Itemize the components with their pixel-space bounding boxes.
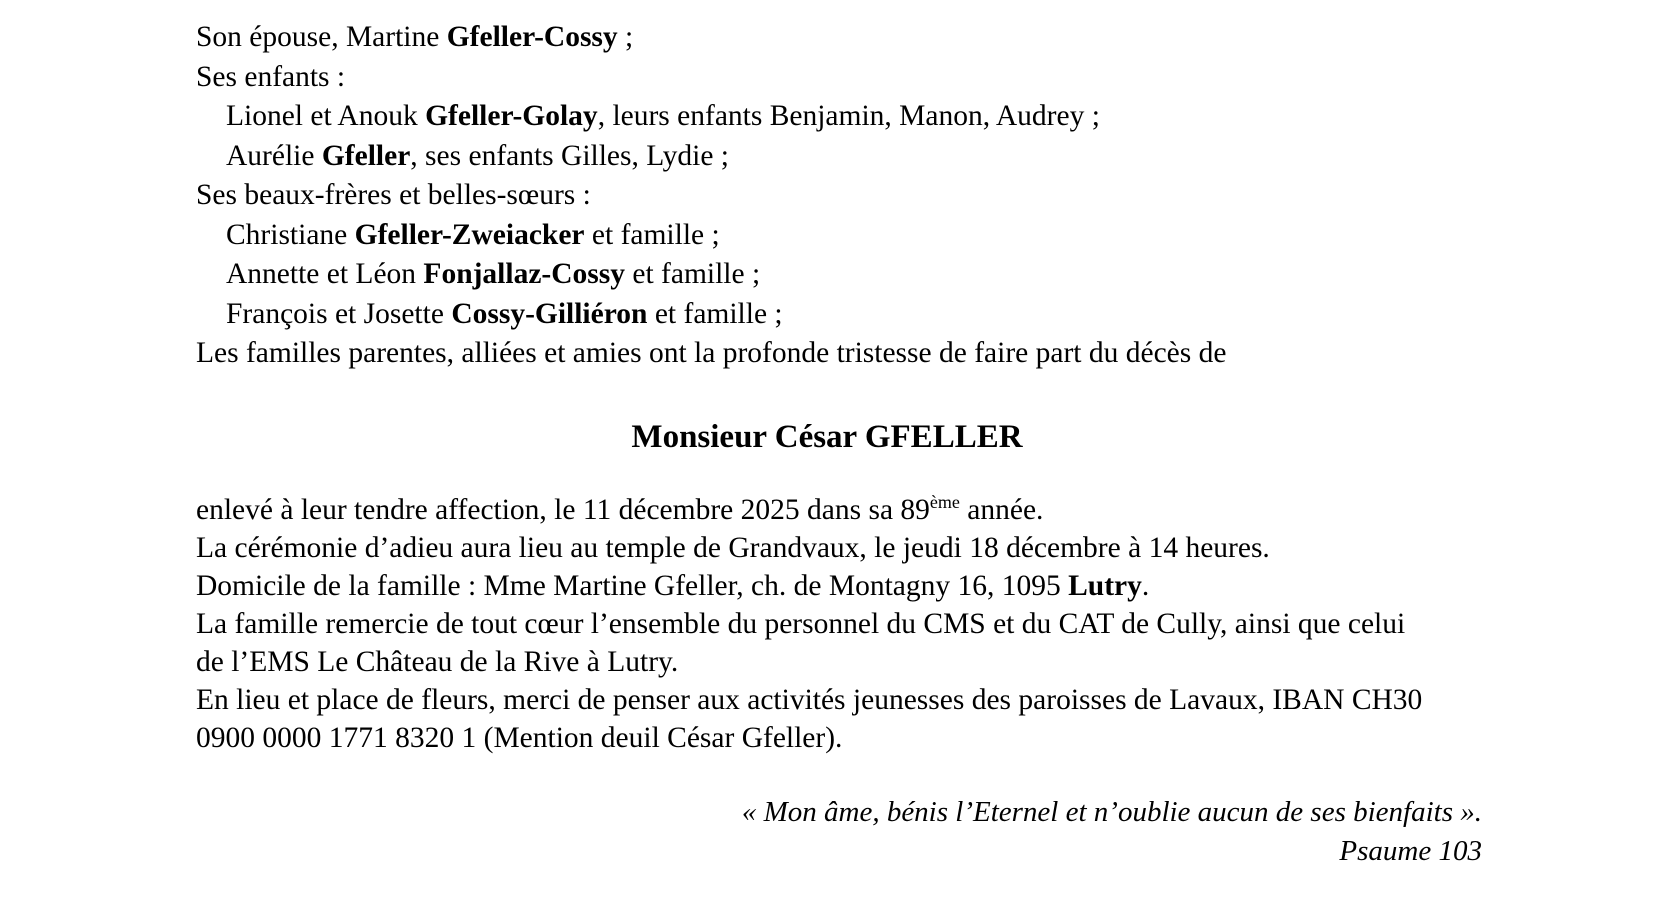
family-line	[196, 137, 1504, 177]
family-line-name: Cossy-Gilliéron	[451, 297, 648, 330]
family-line-suffix: , ses enfants Gilles, Lydie ;	[410, 139, 730, 172]
ceremony-line: La cérémonie d’adieu aura lieu au temple de Grandvaux, le jeudi 18 décembre à 14 heures.	[196, 531, 1270, 564]
donation-line: En lieu et place de fleurs, merci de penser aux activités jeunesses des paroisses de Lavaux, IBAN CH30 0900 0000 1771 8320 1 (Mention deuil César Gfeller).	[196, 683, 1423, 754]
family-line-name: Gfeller-Golay	[425, 100, 598, 132]
family-line-suffix: et famille ;	[647, 297, 783, 330]
family-line-name: Gfeller-Cossy	[446, 21, 618, 53]
family-line-prefix: Aurélie	[226, 139, 322, 172]
quote-source: Psaume 103	[1339, 834, 1482, 867]
deceased-name: Monsieur César GFELLER	[631, 418, 1023, 455]
family-line-prefix: Christiane	[226, 218, 355, 251]
quote-text: « Mon âme, bénis l’Eternel et n’oublie aucun de ses bienfaits ».	[741, 795, 1482, 828]
family-line	[196, 216, 1504, 256]
family-line-prefix: Annette et Léon	[226, 258, 424, 290]
announcement-line	[196, 334, 1504, 374]
family-line-suffix: et famille ;	[625, 258, 761, 290]
family-line-suffix: , leurs enfants Benjamin, Manon, Audrey ;	[597, 100, 1100, 132]
family-line-name: Gfeller-Zweiacker	[354, 218, 585, 251]
family-line-prefix: Lionel et Anouk	[226, 100, 426, 132]
address-after: .	[1141, 569, 1150, 602]
family-line-prefix: François et Josette	[226, 297, 452, 330]
quote-block	[196, 793, 1504, 871]
family-line	[196, 18, 1504, 58]
family-line-prefix: Ses beaux-frères et belles-sœurs :	[196, 179, 591, 211]
family-line-name: Fonjallaz-Cossy	[423, 258, 625, 290]
family-line	[196, 176, 1504, 216]
family-line	[196, 58, 1504, 98]
family-line-suffix: et famille ;	[584, 218, 720, 251]
family-list	[196, 18, 1504, 374]
family-line-name: Gfeller	[321, 139, 411, 172]
family-line	[196, 295, 1504, 335]
address-before: Domicile de la famille : Mme Martine Gfeller, ch. de Montagny 16, 1095	[196, 569, 1069, 602]
address-line	[196, 567, 1504, 605]
family-line-suffix: ;	[617, 21, 634, 53]
family-line	[196, 97, 1504, 137]
death-date-before: enlevé à leur tendre affection, le 11 décembre 2025 dans sa 89	[196, 493, 930, 526]
family-line	[196, 255, 1504, 295]
address-city: Lutry	[1068, 569, 1142, 602]
thanks-line: La famille remercie de tout cœur l’ensemble du personnel du CMS et du CAT de Cully, ainsi que celui de l’EMS Le Château de la Rive à Lutry.	[196, 607, 1406, 678]
death-date-line	[196, 491, 1504, 529]
death-date-after: année.	[959, 493, 1044, 526]
death-age-ordinal: ème	[929, 491, 960, 512]
family-line-prefix: Ses enfants :	[196, 60, 346, 93]
notice-body	[196, 491, 1504, 757]
announcement-text: Les familles parentes, alliées et amies ont la profonde tristesse de faire part du décès de	[196, 337, 1227, 369]
family-line-prefix: Son épouse, Martine	[196, 21, 447, 53]
